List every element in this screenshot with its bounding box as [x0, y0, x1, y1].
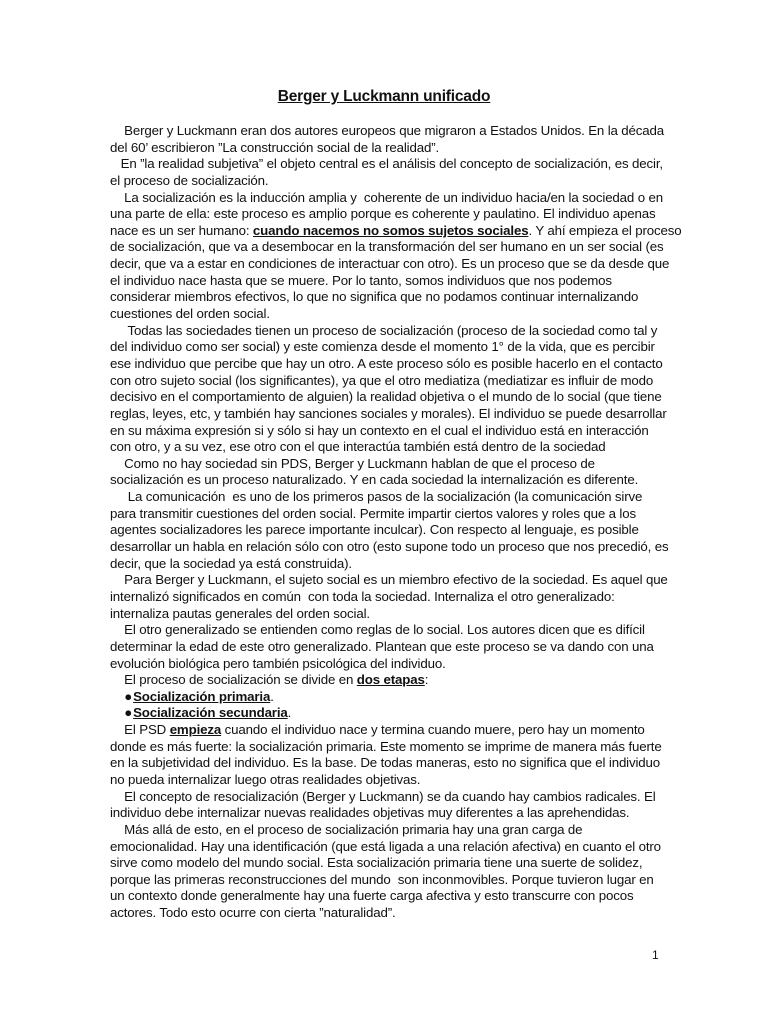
line-text: con otro sujeto social (los significantes), ya que el otro mediatiza (mediatizar es influir de modo — [110, 372, 654, 388]
line-text: . — [270, 688, 274, 704]
line-text: Para Berger y Luckmann, el sujeto social es un miembro efectivo de la sociedad. Es aquel que — [110, 572, 668, 588]
line-text: Más allá de esto, en el proceso de socialización primaria hay una gran carga de — [110, 821, 583, 837]
text-line — [110, 189, 663, 207]
text-line — [110, 423, 660, 440]
line-text: en la subjetividad del individuo. Es la base. De todas maneras, esto no significa que el individuo — [110, 755, 661, 771]
text-line — [110, 173, 660, 190]
text-line — [110, 522, 660, 539]
line-text: donde es más fuerte: la socialización primaria. Este momento se imprime de manera más fuerte — [110, 738, 662, 754]
text-line — [110, 405, 667, 423]
text-line — [110, 855, 660, 872]
line-text: El proceso de socialización se divide en — [110, 672, 357, 688]
line-text: Todas las sociedades tienen un proceso de socialización (proceso de la sociedad como tal y — [110, 322, 658, 338]
line-text: emocionalidad. Hay una identificación (que está ligada a una relación afectiva) en cuanto el otro — [110, 838, 661, 854]
text-line — [110, 572, 668, 589]
text-line — [110, 822, 660, 839]
line-text: agentes socializadores les parece importante inculcar). Con respecto al lenguaje, es posible — [110, 522, 639, 538]
line-text: internalizó significados en común con toda la sociedad. Internaliza el otro generalizado: — [110, 588, 615, 604]
text-line — [110, 456, 660, 473]
line-text: de socialización, que va a desembocar en la transformación del ser humano en un ser social (es — [110, 239, 664, 255]
bullet-icon: ● — [124, 705, 133, 721]
text-line — [110, 839, 660, 856]
line-text: porque las primeras reconstrucciones del mundo son inconmovibles. Porque tuvieron lugar en — [110, 871, 654, 887]
line-text: . Y ahí empieza el proceso — [528, 222, 682, 238]
line-text: En ”la realidad subjetiva” el objeto central es el análisis del concepto de socialización, es decir, — [110, 156, 663, 172]
text-line — [110, 689, 660, 706]
emphasis-text: Socialización primaria — [133, 688, 271, 704]
text-line — [110, 805, 660, 822]
text-line — [110, 589, 660, 606]
line-text: del 60’ escribieron ”La construcción social de la realidad”. — [110, 139, 440, 155]
text-line — [110, 789, 660, 806]
text-line — [110, 389, 660, 406]
text-line — [110, 639, 660, 656]
text-line — [110, 556, 660, 573]
text-line — [110, 306, 660, 323]
line-text — [110, 689, 124, 704]
line-text: decir, que va a estar en condiciones de interactuar con otro). Es un proceso que se da desde que — [110, 256, 670, 272]
line-text: Como no hay sociedad sin PDS, Berger y Luckmann hablan de que el proceso de — [110, 455, 595, 471]
line-text: desarrollar un habla en relación sólo con otro (esto supone todo un proceso que nos precedió, es — [110, 539, 669, 555]
text-line — [110, 373, 660, 390]
line-text: no pueda internalizar luego otras realidades objetivas. — [110, 771, 421, 787]
line-text: evolución biológica pero también psicológica del individuo. — [110, 655, 446, 671]
line-text: determinar la edad de este otro generalizado. Plantean que este proceso se va dando con una — [110, 638, 654, 654]
document-body — [110, 123, 682, 922]
line-text — [110, 705, 124, 720]
line-text: ese individuo que percibe que hay un otro. A este proceso sólo es posible hacerlo en el contacto — [110, 355, 663, 371]
text-line — [110, 606, 660, 623]
text-line — [110, 872, 660, 889]
text-line — [110, 256, 670, 273]
document-title: Berger y Luckmann unificado — [277, 88, 491, 105]
line-text: una parte de ella: este proceso es amplio porque es coherente y paulatino. El individuo apenas — [110, 206, 656, 222]
text-line — [110, 472, 660, 489]
line-text: El PSD — [110, 722, 170, 738]
line-text: reglas, leyes, etc, y también hay sanciones sociales y morales). El individuo se puede desarrollar — [110, 405, 667, 421]
text-line — [110, 772, 660, 789]
text-line — [110, 355, 663, 373]
text-line — [110, 888, 660, 905]
line-text: La comunicación es uno de los primeros pasos de la socialización (la comunicación sirve — [110, 489, 643, 505]
text-line — [110, 156, 663, 173]
page-number: 1 — [652, 948, 659, 962]
line-text: El otro generalizado se entienden como reglas de lo social. Los autores dicen que es difícil — [110, 622, 645, 638]
line-text: sirve como modelo del mundo social. Esta socialización primaria tiene una suerte de solidez, — [110, 855, 643, 871]
text-line — [110, 339, 660, 356]
text-line — [110, 755, 660, 772]
text-line — [110, 140, 660, 157]
text-line — [110, 739, 660, 756]
emphasis-text: empieza — [169, 722, 222, 738]
line-text: Berger y Luckmann eran dos autores europeos que migraron a Estados Unidos. En la década — [110, 123, 665, 138]
text-line — [110, 323, 660, 340]
text-line — [110, 705, 660, 722]
text-line — [110, 905, 660, 922]
emphasis-text: Socialización secundaria — [133, 705, 288, 721]
line-text: el individuo nace hasta que se muere. Por lo tanto, somos individuos que nos podemos — [110, 272, 612, 288]
text-line — [110, 439, 660, 456]
text-line — [110, 489, 660, 506]
text-line — [110, 539, 669, 556]
line-text: con otro, y a su vez, ese otro con el que interactúa también está dentro de la sociedad — [110, 439, 606, 455]
text-line — [110, 622, 660, 639]
text-line — [110, 239, 664, 256]
text-line — [110, 289, 660, 306]
line-text: socialización es un proceso naturalizado. Y en cada sociedad la internalización es diferente. — [110, 472, 639, 488]
text-line — [110, 722, 660, 739]
bullet-icon: ● — [124, 688, 133, 704]
line-text: nace es un ser humano: — [110, 222, 253, 238]
text-line — [110, 656, 660, 673]
line-text: actores. Todo esto ocurre con cierta ”naturalidad”. — [110, 905, 396, 921]
line-text: un contexto donde generalmente hay una fuerte carga afectiva y esto transcurre con pocos — [110, 888, 634, 904]
line-text: para transmitir cuestiones del orden social. Permite impartir ciertos valores y roles que a los — [110, 505, 636, 521]
line-text: cuestiones del orden social. — [110, 306, 270, 322]
line-text: individuo debe internalizar nuevas realidades objetivas muy diferentes a las aprehendidas. — [110, 805, 630, 821]
text-line — [110, 222, 682, 240]
line-text: en su máxima expresión si y sólo si hay un contexto en el cual el individuo está en interacción — [110, 422, 649, 438]
line-text: decisivo en el comportamiento de alguien) la realidad objetiva o el mundo de lo social (que tiene — [110, 389, 662, 405]
text-line — [110, 672, 660, 689]
text-line — [110, 123, 665, 140]
text-line — [110, 506, 660, 523]
line-text: considerar miembros efectivos, lo que no significa que no podamos continuar internalizando — [110, 289, 639, 305]
line-text: El concepto de resocialización (Berger y Luckmann) se da cuando hay cambios radicales. El — [110, 788, 656, 804]
line-text: cuando el individuo nace y termina cuando muere, pero hay un momento — [221, 722, 645, 738]
line-text: internaliza pautas generales del orden social. — [110, 605, 370, 621]
emphasis-text: cuando nacemos no somos sujetos sociales — [252, 222, 529, 238]
line-text: : — [424, 672, 429, 688]
line-text: . — [287, 705, 292, 721]
emphasis-text: dos etapas — [356, 672, 425, 688]
text-line — [110, 206, 660, 223]
text-line — [110, 273, 660, 290]
line-text: del individuo como ser social) y este comienza desde el momento 1° de la vida, que es percibir — [110, 339, 655, 355]
line-text: decir, que la sociedad ya está construida). — [110, 555, 352, 571]
line-text: La socialización es la inducción amplia y coherente de un individuo hacia/en la sociedad o en — [110, 189, 663, 205]
line-text: el proceso de socialización. — [110, 172, 269, 188]
